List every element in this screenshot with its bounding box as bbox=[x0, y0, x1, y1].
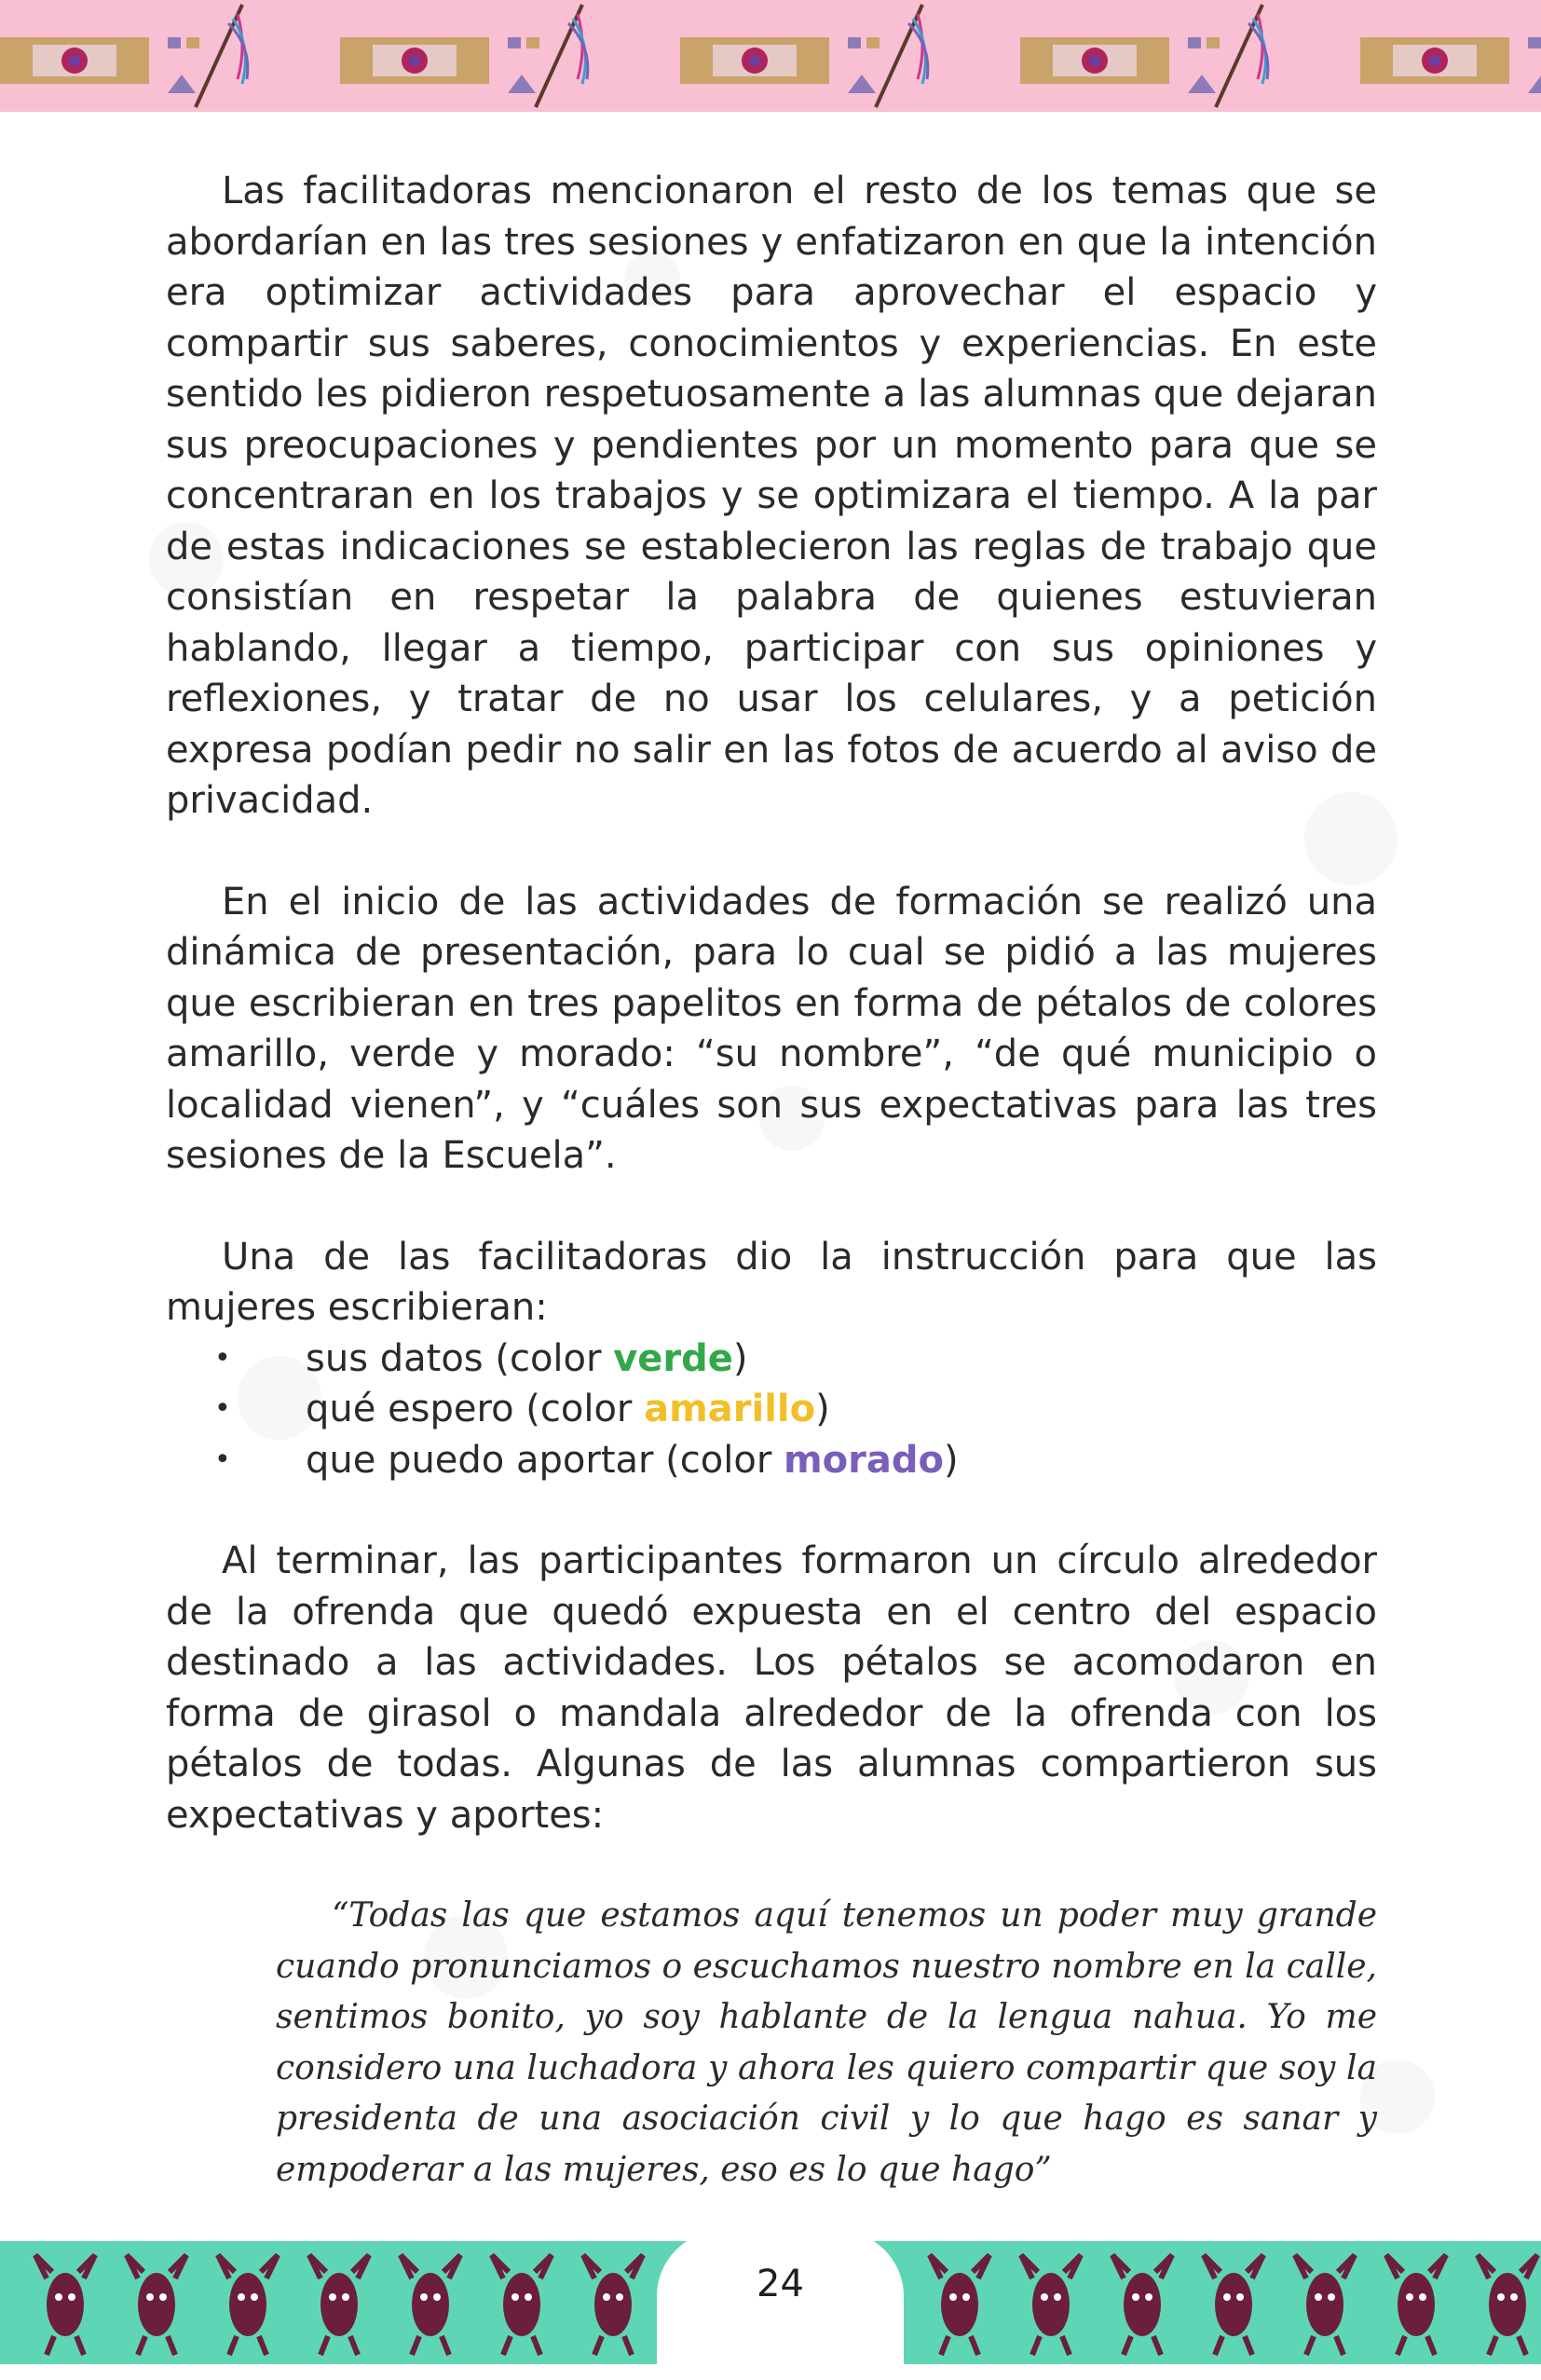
feather-icon bbox=[196, 5, 248, 107]
folk-figure-icon bbox=[1386, 2255, 1446, 2355]
list-item: • que puedo aportar (color morado) bbox=[166, 1435, 1377, 1486]
feather-icon bbox=[1216, 5, 1268, 107]
page-number: 24 bbox=[757, 2263, 804, 2305]
folk-figure-icon bbox=[930, 2255, 989, 2355]
folk-figure-icon bbox=[35, 2255, 95, 2355]
page-body bbox=[166, 166, 1377, 2195]
folk-figure-icon bbox=[1112, 2255, 1172, 2355]
diamond-motif-icon bbox=[1360, 37, 1541, 93]
folk-figure-icon bbox=[1204, 2255, 1263, 2355]
folk-figure-icon bbox=[1478, 2255, 1537, 2355]
diamond-motif-icon bbox=[1020, 37, 1220, 93]
folk-figure-icon bbox=[218, 2255, 278, 2355]
list-item: • sus datos (color verde) bbox=[166, 1334, 1377, 1385]
top-decorative-border bbox=[0, 0, 1541, 112]
folk-figure-icon bbox=[1295, 2255, 1355, 2355]
color-word-morado: morado bbox=[784, 1438, 944, 1482]
paragraph-1: Las facilitadoras mencionaron el resto de los temas que se abordarían en las tres sesiones y enfatizaron en que la intención era optimizar actividades para aprovechar el espacio y compartir sus saberes, conocimientos y experiencias. En este sentido les pidieron respetuosamente a las alumnas que dejaran sus preocupaciones y pendientes por un momento para que se concentraran en los trabajos y se optimizara el tiempo. A la par de estas indicaciones se establecieron las reglas de trabajo que consistían en respetar la palabra de quienes estuvieran hablando, llegar a tiempo, participar con sus opiniones y reflexiones, y tratar de no usar los celulares, y a petición expresa podían pedir no salir en las fotos de acuerdo al aviso de privacidad. bbox=[166, 170, 1377, 822]
bullet-icon: • bbox=[214, 1392, 231, 1425]
diamond-motif-icon bbox=[680, 37, 880, 93]
folk-figure-icon bbox=[309, 2255, 369, 2355]
folk-figure-icon bbox=[127, 2255, 186, 2355]
embroidery-border-icon bbox=[0, 0, 1541, 112]
diamond-motif-icon bbox=[0, 37, 199, 93]
folk-figure-icon bbox=[492, 2255, 552, 2355]
page-number-tab bbox=[657, 2231, 904, 2380]
paragraph-2: En el inicio de las actividades de formación se realizó una dinámica de presentación, para lo cual se pidió a las mujeres que escribieran en tres papelitos en forma de pétalos de colores amarillo, verde y morado: “su nombre”, “de qué municipio o localidad vienen”, y “cuáles son sus expectativas para las tres sesiones de la Escuela”. bbox=[166, 880, 1377, 1177]
paragraph-4: Al terminar, las participantes formaron un círculo alrededor de la ofrenda que quedó expuesta en el centro del espacio destinado a las actividades. Los pétalos se acomodaron en forma de girasol o mandala alrededor de la ofrenda con los pétalos de todas. Algunas de las alumnas compartieron sus expectativas y aportes: bbox=[166, 1539, 1377, 1837]
bullet-icon: • bbox=[214, 1443, 231, 1476]
folk-figure-icon bbox=[401, 2255, 460, 2355]
color-instruction-list bbox=[166, 1334, 1377, 1486]
folk-figure-icon bbox=[1021, 2255, 1081, 2355]
bullet-icon: • bbox=[214, 1341, 231, 1375]
feather-icon bbox=[876, 5, 928, 107]
folk-figure-icon bbox=[583, 2255, 643, 2355]
testimonial-quote: “Todas las que estamos aquí tenemos un poder muy grande cuando pronunciamos o escuchamos nuestro nombre en la calle, sentimos bonito, yo soy hablante de la lengua nahua. Yo me considero una luchadora y ahora les quiero compartir que soy la presidenta de una asociación civil y lo que hago es sanar y empoderar a las mujeres, eso es lo que hago” bbox=[276, 1896, 1377, 2189]
diamond-motif-icon bbox=[340, 37, 539, 93]
paragraph-3: Una de las facilitadoras dio la instrucción para que las mujeres escribieran: bbox=[166, 1235, 1377, 1329]
color-word-amarillo: amarillo bbox=[644, 1388, 816, 1430]
feather-icon bbox=[536, 5, 588, 107]
color-word-verde: verde bbox=[613, 1336, 733, 1380]
list-item: • qué espero (color amarillo) bbox=[166, 1384, 1377, 1435]
